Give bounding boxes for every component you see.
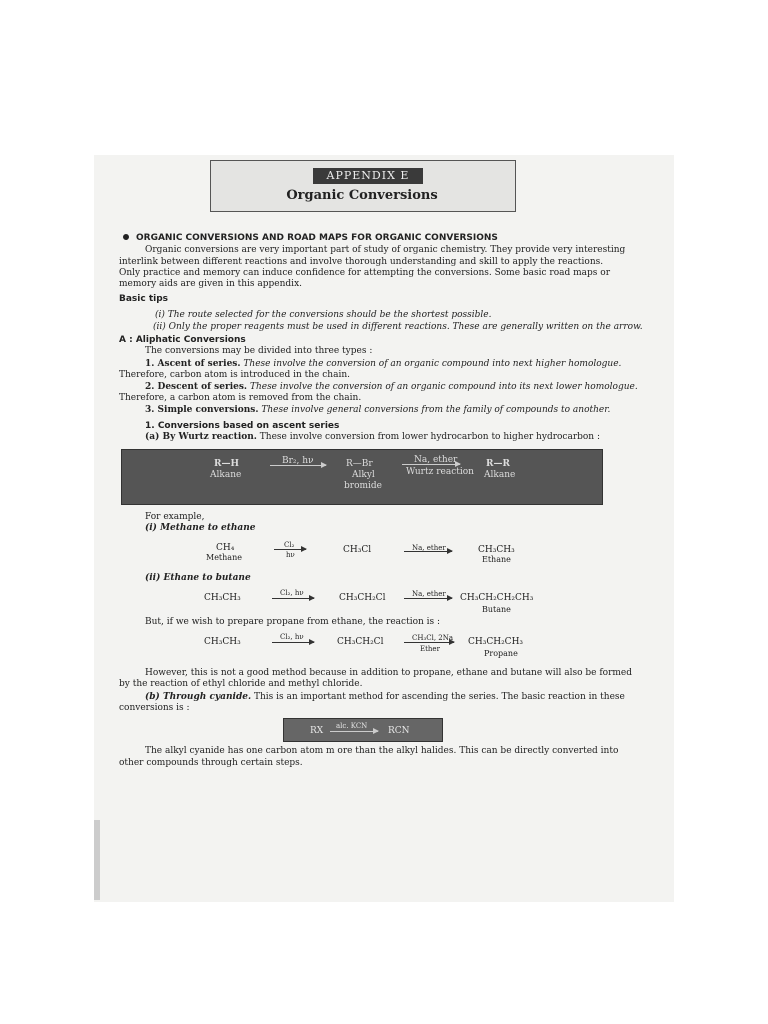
ascent-text-2: Therefore, carbon atom is introduced in the chain.	[119, 370, 350, 380]
formula: CH₃CH₂Cl	[339, 593, 386, 603]
bullet-icon	[123, 234, 129, 240]
reagent-label: CH₃Cl, 2Na	[412, 634, 454, 642]
reagent-label: Cl₂	[284, 541, 295, 549]
arrow-icon	[274, 549, 306, 550]
compound-name: Butane	[482, 605, 511, 614]
propane-intro: But, if we wish to prepare propane from ethane, the reaction is :	[145, 617, 441, 627]
ascent-line	[145, 359, 621, 369]
compound-name: Ethane	[482, 555, 511, 564]
cyanide-text-2: conversions is :	[119, 703, 190, 713]
reagent-label: alc. KCN	[336, 722, 368, 730]
ascent-text: These involve the conversion of an organic compound into next higher homologue.	[243, 359, 622, 369]
compound-name: Propane	[484, 649, 518, 658]
descent-text: These involve the conversion of an organic compound into its next lower homologue.	[249, 382, 638, 392]
page-shadow	[94, 820, 100, 900]
reagent-label: Br₂, hν	[282, 456, 314, 466]
descent-line	[145, 382, 638, 392]
basic-tips-heading: Basic tips	[119, 294, 169, 304]
descent-text-2: Therefore, a carbon atom is removed from the chain.	[119, 393, 362, 403]
formula: CH₄	[216, 543, 235, 553]
rh-formula: R—H	[214, 459, 239, 469]
cyanide-text: This is an important method for ascending the series. The basic reaction in these	[253, 692, 625, 702]
alkane-label: Alkane	[210, 470, 242, 480]
reagent-label: hν	[286, 551, 295, 559]
reagent-label: Cl₂, hν	[280, 633, 304, 641]
wurtz-text: These involve conversion from lower hydrocarbon to higher hydrocarbon :	[259, 432, 600, 442]
arrow-icon	[404, 642, 454, 643]
ascent-label: 1. Ascent of series.	[145, 359, 241, 369]
formula: CH₃CH₂CH₂CH₃	[460, 593, 534, 603]
compound-name: Methane	[206, 553, 242, 562]
formula: CH₃CH₃	[204, 637, 241, 647]
reagent-label: Na, ether	[412, 544, 446, 552]
section-heading: ORGANIC CONVERSIONS AND ROAD MAPS FOR ORGANIC CONVERSIONS	[136, 233, 498, 243]
formula: CH₃CH₃	[478, 545, 515, 555]
wurtz-label: (a) By Wurtz reaction.	[145, 432, 257, 442]
for-example: For example,	[145, 512, 205, 522]
formula: CH₃Cl	[343, 545, 372, 555]
closing-line: The alkyl cyanide has one carbon atom m ore than the alkyl halides. This can be directly converted into	[145, 746, 619, 756]
formula: CH₃CH₂CH₃	[468, 637, 524, 647]
however-line: by the reaction of ethyl chloride and methyl chloride.	[119, 679, 363, 689]
cyanide-line	[145, 692, 625, 702]
simple-text: These involve general conversions from the family of compounds to another.	[261, 405, 611, 415]
reagent-label: Na, ether	[414, 455, 458, 465]
arrow-icon	[330, 731, 378, 732]
aliphatic-heading: A : Aliphatic Conversions	[119, 335, 246, 345]
tip-item: (i) The route selected for the conversions should be the shortest possible.	[155, 310, 492, 320]
methane-heading: (i) Methane to ethane	[145, 523, 256, 533]
simple-label: 3. Simple conversions.	[145, 405, 259, 415]
cyanide-reaction-box	[283, 718, 443, 742]
cyanide-label: (b) Through cyanide.	[145, 692, 252, 702]
rr-formula: R—R	[486, 459, 510, 469]
rbr-formula: R—Br	[346, 459, 373, 469]
formula: CH₃CH₃	[204, 593, 241, 603]
formula: CH₃CH₂Cl	[337, 637, 384, 647]
arrow-icon	[404, 551, 452, 552]
intro-line: interlink between different reactions and involve thorough understanding and skill to apply the reactions.	[119, 257, 604, 267]
rx-formula: RX	[310, 726, 324, 736]
intro-line: Only practice and memory can induce confidence for attempting the conversions. Some basic road maps or	[119, 268, 610, 278]
intro-line: memory aids are given in this appendix.	[119, 279, 303, 289]
bromide-label: bromide	[344, 481, 382, 491]
reagent-label: Cl₂, hν	[280, 589, 304, 597]
arrow-icon	[402, 464, 460, 465]
simple-line	[145, 405, 610, 415]
reagent-label: Ether	[420, 645, 440, 653]
arrow-icon	[272, 598, 314, 599]
page-title: Organic Conversions	[286, 188, 438, 203]
intro-line: Organic conversions are very important part of study of organic chemistry. They provide very interesting	[145, 245, 626, 255]
wurtz-line	[145, 432, 600, 442]
appendix-tab: APPENDIX E	[313, 168, 423, 184]
rcn-formula: RCN	[388, 726, 410, 736]
arrow-icon	[270, 465, 326, 466]
ethane-heading: (ii) Ethane to butane	[145, 573, 251, 583]
tip-item: (ii) Only the proper reagents must be used in different reactions. These are generally written on the arrow.	[153, 322, 643, 332]
arrow-icon	[272, 642, 314, 643]
types-intro: The conversions may be divided into three types :	[145, 346, 373, 356]
wurtz-reaction-band	[121, 449, 603, 505]
reagent-label: Wurtz reaction	[406, 467, 474, 477]
reagent-label: Na, ether	[412, 590, 446, 598]
however-line: However, this is not a good method because in addition to propane, ethane and butane will also be formed	[145, 668, 633, 678]
arrow-icon	[404, 598, 452, 599]
closing-line: other compounds through certain steps.	[119, 758, 303, 768]
ascent-series-heading: 1. Conversions based on ascent series	[145, 421, 340, 431]
alkyl-label: Alkyl	[352, 470, 375, 480]
alkane-label: Alkane	[484, 470, 516, 480]
descent-label: 2. Descent of series.	[145, 382, 248, 392]
